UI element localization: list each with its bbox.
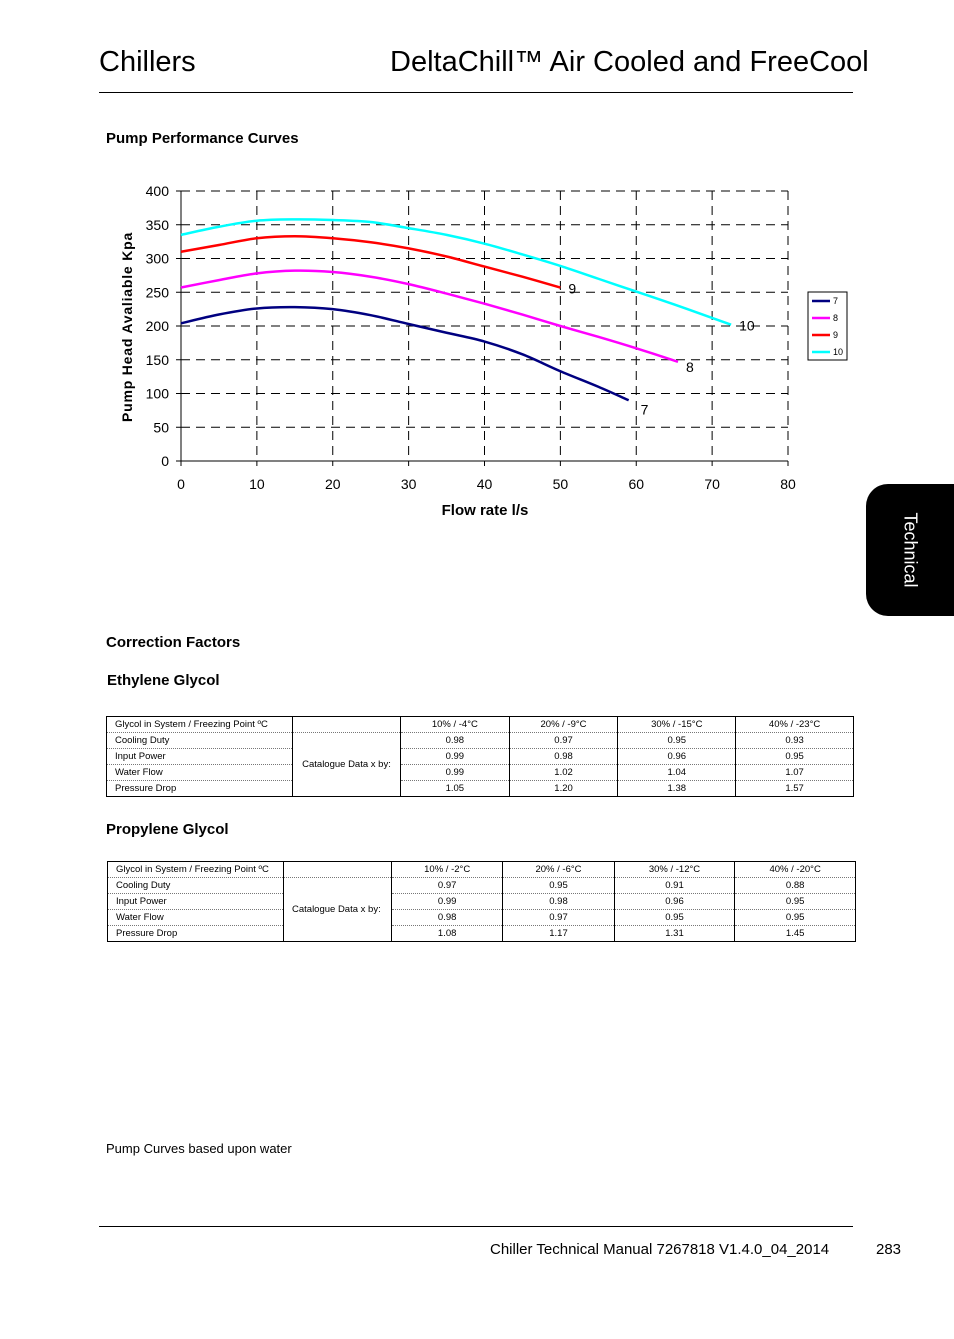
table-row <box>107 733 854 749</box>
table-cell: 1.57 <box>736 781 854 797</box>
table-row <box>107 781 854 797</box>
ethylene-col-header: 10% / -4°C <box>401 717 510 733</box>
table-cell: 0.95 <box>735 894 856 910</box>
propylene-col-header: 10% / -2°C <box>392 862 503 878</box>
chart-y-tick-label: 100 <box>145 385 169 402</box>
catalogue-multiplier-label: Catalogue Data x by: <box>293 733 401 797</box>
footer-rule <box>99 1226 853 1227</box>
chart-y-tick-label: 150 <box>145 351 169 368</box>
table-cell: 0.98 <box>503 894 614 910</box>
technical-side-tab-label: Technical <box>900 512 921 588</box>
chart-y-tick-label: 200 <box>145 318 169 334</box>
table-cell: 1.20 <box>509 781 618 797</box>
row-label: Water Flow <box>108 910 284 926</box>
chart-y-axis-label: Pump Head Avaliable Kpa <box>119 231 135 423</box>
header-product-name: DeltaChill™ Air Cooled and FreeCool <box>390 46 869 78</box>
row-label: Cooling Duty <box>108 878 284 894</box>
chart-series-end-label: 7 <box>640 401 649 418</box>
propylene-col-header: 30% / -12°C <box>614 862 735 878</box>
water-basis-note: Pump Curves based upon water <box>106 1141 292 1156</box>
row-label: Cooling Duty <box>107 733 293 749</box>
table-cell: 0.95 <box>618 733 736 749</box>
table-cell: 1.07 <box>736 765 854 781</box>
footer-manual-reference: Chiller Technical Manual 7267818 V1.4.0_04_2014 <box>490 1241 830 1258</box>
table-cell: 1.45 <box>735 926 856 942</box>
chart-series-line-8 <box>181 271 678 362</box>
chart-x-tick-label: 10 <box>249 476 265 492</box>
ethylene-col-header: 40% / -23°C <box>736 717 854 733</box>
ethylene-glycol-table <box>106 716 854 797</box>
table-cell: 0.99 <box>392 894 503 910</box>
table-cell: 0.95 <box>735 910 856 926</box>
table-cell: 0.99 <box>401 765 510 781</box>
table-cell: 0.97 <box>503 910 614 926</box>
chart-y-tick-label: 0 <box>161 453 169 469</box>
table-cell: 0.96 <box>614 894 735 910</box>
correction-section-title: Correction Factors <box>106 634 241 651</box>
table-cell: 1.17 <box>503 926 614 942</box>
chart-x-tick-label: 40 <box>476 476 493 492</box>
table-cell: 1.04 <box>618 765 736 781</box>
propylene-col-header: 40% / -20°C <box>735 862 856 878</box>
chart-legend-label: 8 <box>833 313 839 323</box>
table-cell: 0.98 <box>401 733 510 749</box>
table-cell: 1.02 <box>509 765 618 781</box>
table-row <box>108 926 856 942</box>
propylene-glycol-title: Propylene Glycol <box>106 821 229 838</box>
row-label: Pressure Drop <box>108 926 284 942</box>
ethylene-header-label: Glycol in System / Freezing Point ºC <box>107 717 293 733</box>
table-cell: 0.97 <box>392 878 503 894</box>
chart-x-tick-label: 70 <box>704 476 720 492</box>
row-label: Input Power <box>108 894 284 910</box>
propylene-glycol-table <box>107 861 856 942</box>
chart-series-end-label: 8 <box>685 358 694 375</box>
table-row <box>107 749 854 765</box>
chart-grid <box>181 191 788 461</box>
chart-y-tick-label: 250 <box>145 284 169 301</box>
chart-x-tick-label: 30 <box>400 476 417 492</box>
chart-legend-label: 10 <box>833 347 844 357</box>
chart-y-tick-label: 300 <box>145 250 169 267</box>
footer-page-number: 283 <box>876 1241 902 1258</box>
chart-x-tick-label: 20 <box>324 476 341 492</box>
chart-x-tick-label: 0 <box>177 476 185 492</box>
chart-series-lines <box>181 219 731 400</box>
header-rule <box>99 92 853 93</box>
table-cell: 1.31 <box>614 926 735 942</box>
table-cell: 0.93 <box>736 733 854 749</box>
pump-section-title: Pump Performance Curves <box>106 130 299 147</box>
chart-x-axis-label: Flow rate l/s <box>441 502 529 519</box>
chart-series-line-7 <box>181 307 629 400</box>
chart-y-tick-label: 400 <box>145 183 169 199</box>
chart-x-tick-label: 80 <box>780 476 796 492</box>
ethylene-col-header: 30% / -15°C <box>618 717 736 733</box>
table-cell: 0.95 <box>614 910 735 926</box>
row-label: Input Power <box>107 749 293 765</box>
chart-legend <box>808 292 847 360</box>
catalogue-multiplier-label: Catalogue Data x by: <box>284 878 392 942</box>
header-product-family: Chillers <box>99 46 196 78</box>
table-row <box>108 878 856 894</box>
table-cell: 0.98 <box>392 910 503 926</box>
table-cell: 0.91 <box>614 878 735 894</box>
table-cell: 0.88 <box>735 878 856 894</box>
chart-y-tick-label: 50 <box>153 419 169 436</box>
chart-series-end-label: 9 <box>568 280 577 297</box>
row-label: Pressure Drop <box>107 781 293 797</box>
table-cell: 1.08 <box>392 926 503 942</box>
table-row <box>107 765 854 781</box>
table-cell: 0.96 <box>618 749 736 765</box>
chart-series-end-label: 10 <box>739 317 755 334</box>
chart-x-tick-label: 60 <box>628 476 645 492</box>
chart-legend-label: 7 <box>833 296 839 306</box>
chart-x-tick-label: 50 <box>552 476 569 492</box>
ethylene-col-header: 20% / -9°C <box>509 717 618 733</box>
table-cell: 0.98 <box>509 749 618 765</box>
table-cell: 0.95 <box>736 749 854 765</box>
table-row <box>108 910 856 926</box>
propylene-header-label: Glycol in System / Freezing Point ºC <box>108 862 284 878</box>
table-cell: 0.97 <box>509 733 618 749</box>
table-cell: 0.95 <box>503 878 614 894</box>
pump-performance-chart <box>0 170 880 530</box>
ethylene-glycol-title: Ethylene Glycol <box>107 672 220 689</box>
chart-series-line-9 <box>181 236 560 287</box>
chart-y-tick-label: 350 <box>145 216 169 233</box>
table-cell: 1.38 <box>618 781 736 797</box>
table-cell: 0.99 <box>401 749 510 765</box>
chart-axes <box>176 191 788 466</box>
row-label: Water Flow <box>107 765 293 781</box>
chart-legend-label: 9 <box>833 330 839 340</box>
table-row <box>108 894 856 910</box>
propylene-col-header: 20% / -6°C <box>503 862 614 878</box>
table-cell: 1.05 <box>401 781 510 797</box>
